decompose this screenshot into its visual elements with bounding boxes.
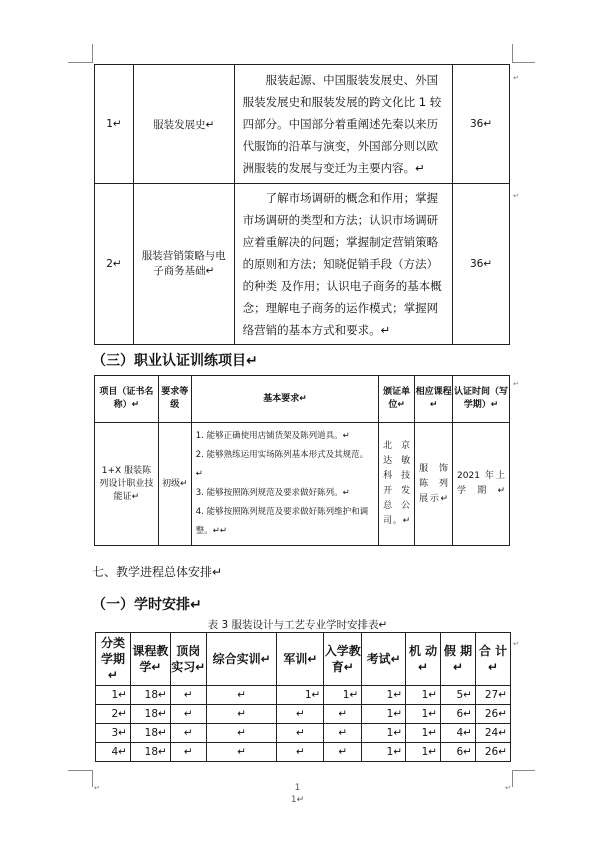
table-cell: 1↵ bbox=[362, 743, 406, 762]
table-cell: 4↵ bbox=[441, 724, 476, 743]
table-cell: ↵ bbox=[324, 743, 362, 762]
header-flexible: 机 动↵ bbox=[406, 633, 441, 686]
table-row bbox=[95, 423, 510, 546]
table-cell: ↵ bbox=[277, 724, 324, 743]
requirement-item: 2. 能够熟练运用实场陈列基本形式及其规范。↵ bbox=[195, 450, 369, 479]
table-cell: 1↵ bbox=[362, 705, 406, 724]
cert-project: 1+X 服装陈列设计职业技能证↵ bbox=[95, 423, 159, 546]
header-exam: 考试↵ bbox=[362, 633, 406, 686]
course-hours: 36↵ bbox=[453, 184, 510, 345]
table-cell: 1↵ bbox=[362, 724, 406, 743]
table-cell: ↵ bbox=[206, 705, 277, 724]
table-cell: 18↵ bbox=[130, 724, 170, 743]
table-row bbox=[96, 724, 511, 743]
table-cell: ↵ bbox=[170, 705, 206, 724]
course-description-text: 了解市场调研的概念和作用；掌握市场调研的类型和方法；认识市场调研应着重解决的问题；掌握制定营销策略的原则和方法；知晓促销手段（方法）的种类 及作用；认识电子商务的基本概念；理解电子商务的运作模式；掌握网络营销的基本方式和要求。↵ bbox=[242, 191, 442, 337]
header-project: 项目（证书名称）↵ bbox=[95, 376, 159, 423]
table-cell: 1↵ bbox=[406, 743, 441, 762]
table-cell: 18↵ bbox=[130, 686, 170, 705]
hours-table bbox=[95, 632, 511, 762]
table-row bbox=[96, 743, 511, 762]
header-requirement: 基本要求↵ bbox=[191, 376, 378, 423]
cert-course: 服 饰 陈 列 展示↵ bbox=[415, 423, 453, 546]
cert-section-heading: （三）职业认证训练项目↵ bbox=[92, 353, 258, 369]
table-cell: 1↵ bbox=[277, 686, 324, 705]
course-table bbox=[94, 64, 510, 345]
course-name: 服装发展史↵ bbox=[133, 65, 234, 184]
margin-paragraph-mark: ↵ bbox=[513, 380, 519, 388]
header-course: 相应课程↵ bbox=[415, 376, 453, 423]
crop-mark-top-right bbox=[512, 44, 535, 63]
table-cell: 4↵ bbox=[96, 743, 131, 762]
table-row bbox=[95, 184, 510, 345]
header-training: 综合实训↵ bbox=[206, 633, 277, 686]
margin-paragraph-mark: ↵ bbox=[505, 784, 511, 792]
table-cell: ↵ bbox=[324, 705, 362, 724]
header-issuer: 颁证单位↵ bbox=[379, 376, 415, 423]
table-cell: 1↵ bbox=[324, 686, 362, 705]
table-cell: 1↵ bbox=[96, 686, 131, 705]
table-cell: ↵ bbox=[170, 743, 206, 762]
course-number: 1↵ bbox=[95, 65, 134, 184]
header-orientation: 入学教育↵ bbox=[324, 633, 362, 686]
requirement-item: 4. 能够按照陈列规范及要求做好陈列维护和调整。↵↵ bbox=[195, 507, 369, 536]
header-holiday: 假 期↵ bbox=[441, 633, 476, 686]
sub-heading: （一）学时安排↵ bbox=[92, 597, 202, 613]
table-cell: 1↵ bbox=[406, 686, 441, 705]
table-row bbox=[96, 705, 511, 724]
table-caption: 表 3 服装设计与工艺专业学时安排表↵ bbox=[207, 619, 388, 631]
cert-level: 初级↵ bbox=[158, 423, 191, 546]
table-cell: 5↵ bbox=[441, 686, 476, 705]
table-cell: 26↵ bbox=[475, 705, 510, 724]
cert-requirements bbox=[191, 423, 378, 546]
cert-time: 2021 年上学期↵ bbox=[453, 423, 510, 546]
header-total: 合 计↵ bbox=[475, 633, 510, 686]
table-cell: ↵ bbox=[170, 724, 206, 743]
course-description-text: 服装起源、中国服装发展史、外国服装发展史和服装发展的跨文化比 1 较四部分。中国部分着重阐述先秦以来历代服饰的沿革与演变，外国部分则以欧洲服装的发展与变迁为主要内容。↵ bbox=[242, 73, 442, 175]
table-cell: 24↵ bbox=[475, 724, 510, 743]
table-cell: 6↵ bbox=[441, 743, 476, 762]
course-description bbox=[234, 65, 452, 184]
margin-paragraph-mark: ↵ bbox=[513, 640, 519, 648]
table-cell: ↵ bbox=[206, 686, 277, 705]
section-heading: 七、教学进程总体安排↵ bbox=[92, 565, 223, 579]
requirement-item: 3. 能够按照陈列规范及要求做好陈列。↵ bbox=[195, 488, 350, 498]
table-cell: 1↵ bbox=[406, 724, 441, 743]
margin-paragraph-mark: ↵ bbox=[513, 74, 519, 82]
margin-paragraph-mark: ↵ bbox=[94, 784, 100, 792]
header-time: 认证时间（写学期）↵ bbox=[453, 376, 510, 423]
table-row bbox=[96, 686, 511, 705]
header-military: 军训↵ bbox=[277, 633, 324, 686]
table-cell: 1↵ bbox=[406, 705, 441, 724]
page-number-mark: 1↵ bbox=[290, 795, 305, 805]
cert-issuer: 北京 达 敏 科 技 开 发 总 公 司。↵ bbox=[379, 423, 415, 546]
cert-table bbox=[94, 375, 510, 546]
table-cell: ↵ bbox=[324, 724, 362, 743]
table-cell: ↵ bbox=[277, 743, 324, 762]
header-level: 要求等级 bbox=[158, 376, 191, 423]
table-cell: ↵ bbox=[170, 686, 206, 705]
table-header-row bbox=[95, 376, 510, 423]
course-hours: 36↵ bbox=[453, 65, 510, 184]
table-cell: 26↵ bbox=[475, 743, 510, 762]
margin-paragraph-mark: ↵ bbox=[513, 192, 519, 200]
table-cell: 1↵ bbox=[362, 686, 406, 705]
table-cell: 27↵ bbox=[475, 686, 510, 705]
table-row bbox=[95, 65, 510, 184]
table-cell: 18↵ bbox=[130, 743, 170, 762]
header-internship: 顶岗实习↵ bbox=[170, 633, 206, 686]
crop-mark-top-left bbox=[68, 44, 93, 63]
table-cell: ↵ bbox=[277, 705, 324, 724]
table-header-row bbox=[96, 633, 511, 686]
table-cell: ↵ bbox=[206, 743, 277, 762]
table-cell: 18↵ bbox=[130, 705, 170, 724]
course-number: 2↵ bbox=[95, 184, 134, 345]
header-term: 分类学期↵ bbox=[96, 633, 131, 686]
table-cell: 6↵ bbox=[441, 705, 476, 724]
header-teaching: 课程教学↵ bbox=[130, 633, 170, 686]
page-number: 1 bbox=[294, 783, 301, 793]
table-cell: 2↵ bbox=[96, 705, 131, 724]
requirement-item: 1. 能够正确使用店铺货架及陈列道具。↵ bbox=[195, 431, 350, 441]
course-name: 服装营销策略与电子商务基础↵ bbox=[133, 184, 234, 345]
course-description bbox=[234, 184, 452, 345]
table-cell: ↵ bbox=[206, 724, 277, 743]
table-cell: 3↵ bbox=[96, 724, 131, 743]
